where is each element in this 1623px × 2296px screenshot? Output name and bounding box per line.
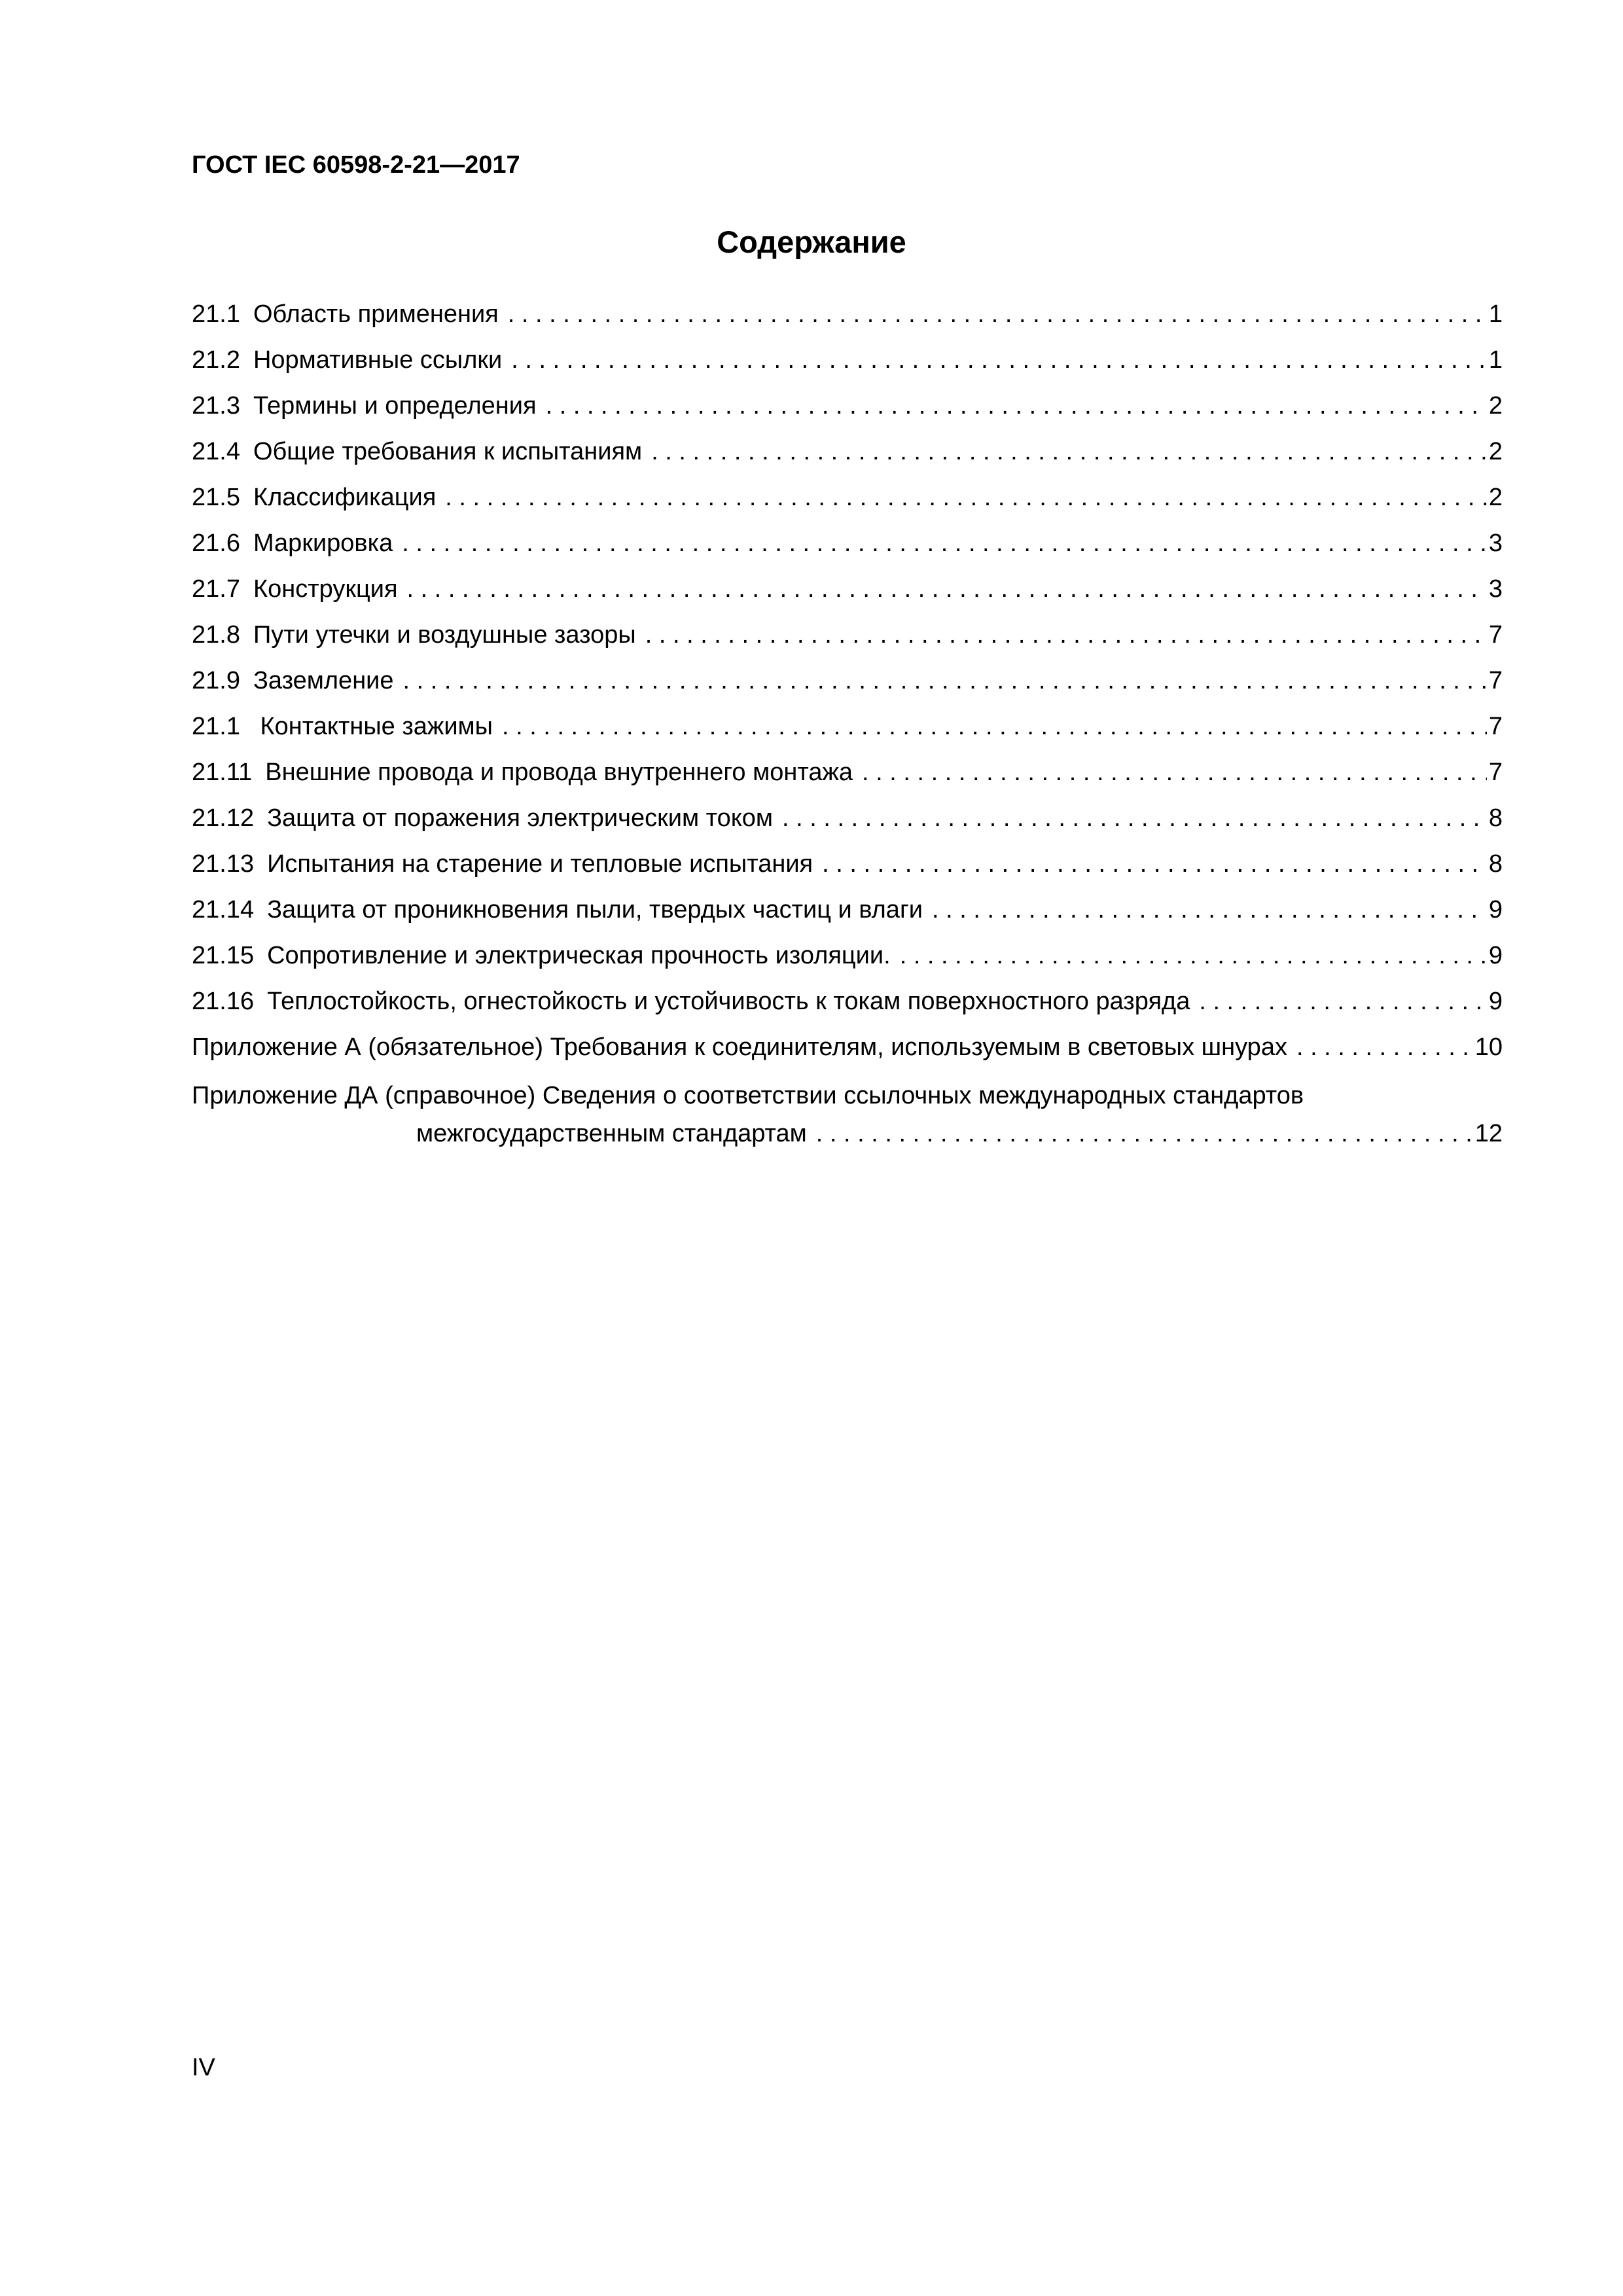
toc-entry-number: 21.1 — [192, 713, 240, 740]
toc-entry-number: 21.2 — [192, 346, 240, 374]
dot-leader — [853, 756, 1487, 789]
dot-leader — [537, 389, 1487, 422]
toc-entry-page: 8 — [1488, 804, 1503, 832]
toc-entry-number: 21.7 — [192, 575, 240, 603]
dot-leader — [499, 298, 1487, 331]
toc-appendix-a-label: Приложение А (обязательное) Требования к соединителям, используемым в световых шнурах — [192, 1033, 1287, 1061]
toc-entry-number: 21.13 — [192, 850, 255, 878]
toc-entry-number: 21.5 — [192, 484, 240, 511]
toc-entry-page: 1 — [1488, 346, 1503, 374]
toc-entry-page: 1 — [1488, 300, 1503, 328]
dot-leader — [807, 1115, 1475, 1153]
toc-entry-number: 21.4 — [192, 438, 240, 465]
toc-entry-label: Маркировка — [253, 529, 393, 557]
toc-entry[interactable] — [192, 939, 1503, 985]
toc-entry-number: 21.16 — [192, 988, 255, 1015]
toc-entry[interactable] — [192, 573, 1503, 619]
dot-leader — [1287, 1031, 1475, 1064]
dot-leader — [813, 848, 1487, 880]
toc-title: Содержание — [717, 224, 906, 259]
toc-entry-page: 9 — [1488, 988, 1503, 1015]
toc-entry-number: 21.14 — [192, 896, 255, 924]
toc-entry[interactable] — [192, 893, 1503, 939]
toc-entry-label: Термины и определения — [253, 392, 537, 420]
dot-leader — [493, 710, 1487, 743]
toc-entry-number: 21.8 — [192, 621, 240, 649]
toc-entry[interactable] — [192, 710, 1503, 756]
dot-leader — [642, 435, 1487, 468]
toc-entry-page: 3 — [1488, 575, 1503, 603]
toc-entry-label: Теплостойкость, огнестойкость и устойчивость к токам поверхностного разряда — [267, 988, 1190, 1015]
toc-entry-page: 7 — [1488, 713, 1503, 740]
dot-leader — [436, 481, 1487, 514]
toc-entry-label: Защита от проникновения пыли, твердых частиц и влаги — [267, 896, 923, 924]
toc-entry-number: 21.3 — [192, 392, 240, 420]
toc-entry-label: Испытания на старение и тепловые испытания — [267, 850, 813, 878]
toc-entry-label: Классификация — [253, 484, 437, 511]
toc-entry-number: 21.15 — [192, 942, 255, 969]
toc-entry-number: 21.12 — [192, 804, 255, 832]
toc-entry-label: Сопротивление и электрическая прочность изоляции. — [267, 942, 891, 969]
toc-entry[interactable] — [192, 802, 1503, 848]
dot-leader — [394, 664, 1487, 697]
toc-entry-number: 21.11 — [192, 759, 253, 786]
toc-entry[interactable] — [192, 435, 1503, 481]
toc-appendix-da[interactable] — [192, 1077, 1503, 1155]
toc-entry-page: 2 — [1488, 438, 1503, 465]
toc-entry[interactable] — [192, 619, 1503, 664]
dot-leader — [773, 802, 1487, 834]
toc-entry-label: Заземление — [253, 667, 394, 694]
toc-entry[interactable] — [192, 344, 1503, 389]
toc-entry-label: Защита от поражения электрическим током — [267, 804, 774, 832]
toc-entry-page: 9 — [1488, 942, 1503, 969]
toc-entry-number: 21.1 — [192, 300, 240, 328]
toc-entry-page: 2 — [1488, 484, 1503, 511]
toc-appendix-da-page: 12 — [1474, 1120, 1503, 1147]
toc-entry-label: Пути утечки и воздушные зазоры — [253, 621, 636, 649]
toc-entry-label: Внешние провода и провода внутреннего монтажа — [265, 759, 853, 786]
toc-entry-page: 3 — [1488, 529, 1503, 557]
toc-entry-number: 21.9 — [192, 667, 240, 694]
toc-entry[interactable] — [192, 756, 1503, 802]
toc-entry[interactable] — [192, 298, 1503, 344]
toc-entry-label: Конструкция — [253, 575, 398, 603]
table-of-contents — [192, 298, 1503, 1155]
dot-leader — [393, 527, 1487, 560]
toc-entry-page: 7 — [1488, 759, 1503, 786]
toc-entry-page: 8 — [1488, 850, 1503, 878]
toc-entry-label: Нормативные ссылки — [253, 346, 503, 374]
dot-leader — [502, 344, 1487, 376]
toc-entry[interactable] — [192, 848, 1503, 893]
dot-leader — [1190, 985, 1487, 1018]
toc-entry-label: Область применения — [253, 300, 499, 328]
toc-entry-page: 7 — [1488, 667, 1503, 694]
toc-entry-label: Контактные зажимы — [253, 713, 493, 740]
dot-leader — [891, 939, 1487, 972]
document-code: ГОСТ IEC 60598-2-21—2017 — [192, 151, 520, 179]
toc-entry-number: 21.6 — [192, 529, 240, 557]
toc-entry-page: 2 — [1488, 392, 1503, 420]
dot-leader — [636, 619, 1487, 651]
toc-appendix-a[interactable] — [192, 1031, 1503, 1077]
toc-entry[interactable] — [192, 389, 1503, 435]
toc-appendix-da-label-line1: Приложение ДА (справочное) Сведения о соответствии ссылочных международных стандартов — [192, 1082, 1304, 1109]
toc-appendix-da-label-line2: межгосударственным стандартам — [416, 1120, 807, 1147]
toc-appendix-a-page: 10 — [1474, 1033, 1503, 1061]
page-number: IV — [192, 2054, 215, 2081]
toc-entry[interactable] — [192, 527, 1503, 573]
toc-entry-page: 7 — [1488, 621, 1503, 649]
dot-leader — [923, 893, 1487, 926]
toc-entry[interactable] — [192, 664, 1503, 710]
toc-entry[interactable] — [192, 985, 1503, 1031]
toc-entry-page: 9 — [1488, 896, 1503, 924]
toc-entry-label: Общие требования к испытаниям — [253, 438, 643, 465]
toc-entry[interactable] — [192, 481, 1503, 527]
dot-leader — [398, 573, 1487, 605]
